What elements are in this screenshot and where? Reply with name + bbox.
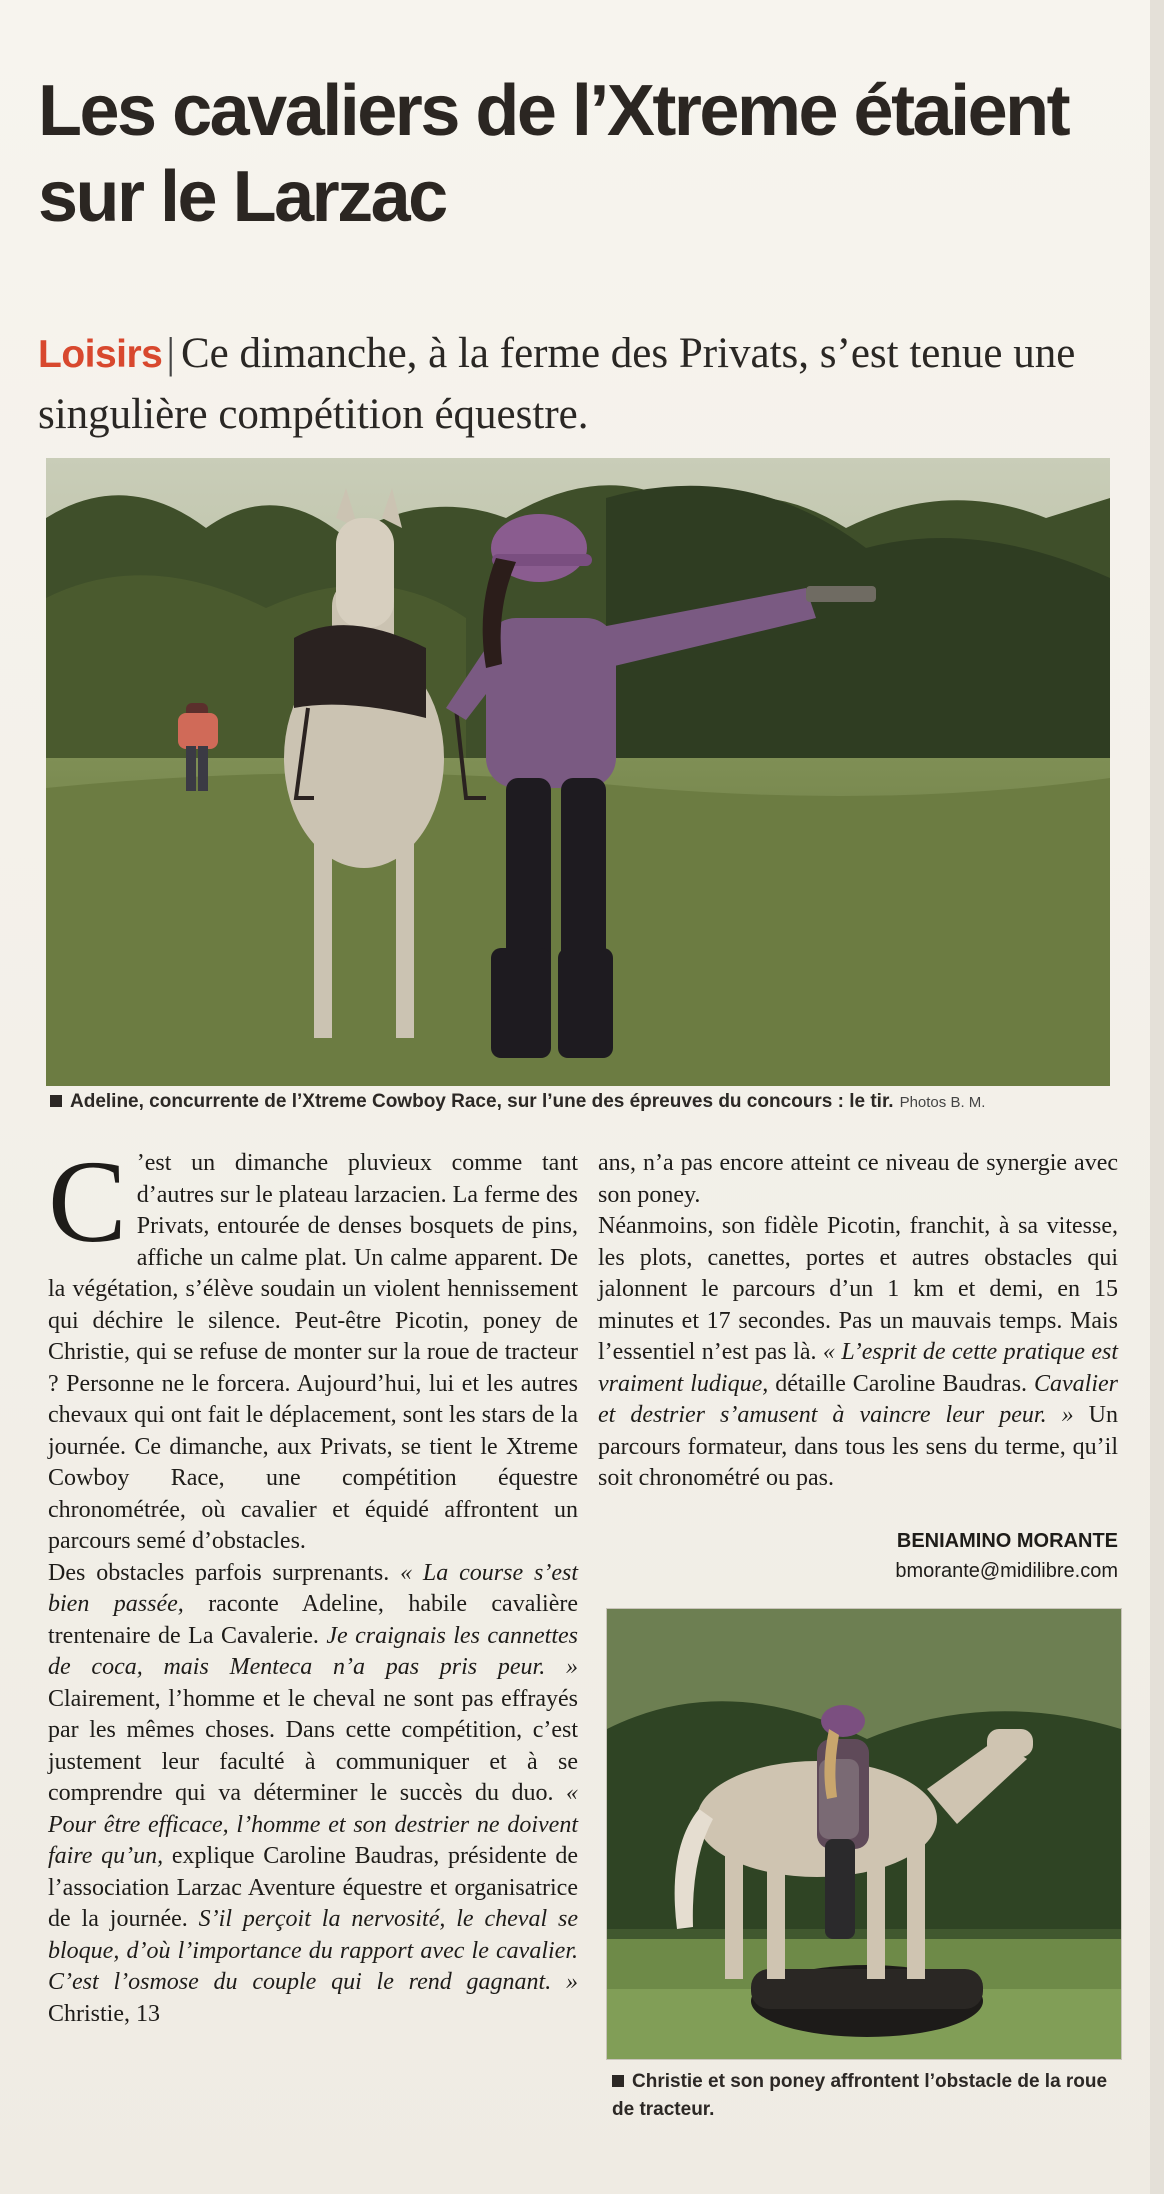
- author-byline: BENIAMINO MORANTE: [896, 1530, 1118, 1552]
- quote: Cavalier et destrier s’amusent à vaincre leur peur. »: [598, 1370, 1118, 1428]
- body-paragraph: C ’est un dimanche pluvieux comme tant d’autres sur le plateau larzacien. La ferme des Privats, entourée de denses bosquets de pins, affiche un calme plat. Un calme apparent. De la végétation, s’élève soudain un violent hennissement qui déchire le silence. Peut-être Picotin, poney de Christie, qui se refuse de monter sur la roue de tracteur ? Personne ne le forcera. Aujourd’hui, lui et les autres chevaux qui ont fait le déplacement, sont les stars de la journée. Ce dimanche, aux Privats, se tient le Xtreme Cowboy Race, une compétition équestre chronométrée, où cavalier et équidé affrontent un parcours semé d’obstacles.: [48, 1136, 578, 1554]
- kicker-label: Loisirs: [38, 333, 163, 376]
- body-column-left: [48, 1136, 579, 2030]
- small-photo: [606, 1608, 1122, 2060]
- quote: « L’esprit de cette pratique est vraiment ludique,: [598, 1339, 1118, 1397]
- kicker-separator: |: [166, 330, 175, 377]
- small-photo-caption: [612, 2068, 1122, 2124]
- deck-text: Ce dimanche, à la ferme des Privats, s’est tenue une singulière compétition équestre.: [38, 330, 1076, 438]
- headline: Les cavaliers de l’Xtreme étaient sur le Larzac: [38, 71, 1069, 237]
- author-email: bmorante@midilibre.com: [895, 1560, 1118, 1582]
- deck: [38, 324, 1128, 445]
- page-edge: [1150, 0, 1164, 2194]
- quote: « Pour être efficace, l’homme et son destrier ne doivent faire qu’un,: [48, 1780, 578, 1869]
- main-photo: [46, 458, 1110, 1086]
- main-caption-text: Adeline, concurrente de l’Xtreme Cowboy Race, sur l’une des épreuves du concours : le tir.: [70, 1091, 894, 1112]
- photo-credit: Photos B. M.: [899, 1094, 986, 1111]
- caption-bullet: [612, 2075, 624, 2087]
- body-paragraph: Des obstacles parfois surprenants. « La course s’est bien passée, raconte Adeline, habile cavalière trentenaire de La Cavalerie. Je craignais les cannettes de coca, mais Menteca n’a pas pris peur. » Clairement, l’homme et le cheval ne sont pas effrayés par les mêmes choses. Dans cette compétition, c’est justement leur faculté à communiquer et à se comprendre qui va déterminer le succès du duo. « Pour être efficace, l’homme et son destrier ne doivent faire qu’un, explique Caroline Baudras, présidente de l’association Larzac Aventure équestre et organisatrice de la journée. S’il perçoit la nervosité, le cheval se bloque, d’où l’importance du rapport avec le cavalier. C’est l’osmose du couple qui le rend gagnant. » Christie, 13: [48, 1559, 579, 2027]
- drop-cap: C: [48, 1136, 127, 1267]
- main-photo-caption: [50, 1090, 1130, 1115]
- quote: S’il perçoit la nervosité, le cheval se bloque, d’où l’importance du rapport avec le cavalier. C’est l’osmose du couple qui le rend gagnant. »: [48, 1906, 579, 1995]
- quote: « La course s’est bien passée,: [48, 1559, 578, 1617]
- body-paragraph: Néanmoins, son fidèle Picotin, franchit, à sa vitesse, les plots, canettes, portes et autres obstacles qui jalonnent le parcours d’un 1 km et demi, en 15 minutes et 17 secondes. Pas un mauvais temps. Mais l’essentiel n’est pas là. « L’esprit de cette pratique est vraiment ludique, détaille Caroline Baudras. Cavalier et destrier s’amusent à vaincre leur peur. » Un parcours formateur, dans tous les sens du terme, qu’il soit chronométré ou pas.: [598, 1213, 1118, 1491]
- small-caption-text: Christie et son poney affrontent l’obstacle de la roue de tracteur.: [612, 2071, 1108, 2120]
- body-paragraph: ans, n’a pas encore atteint ce niveau de synergie avec son poney.: [598, 1150, 1118, 1208]
- body-column-right: [598, 1148, 1118, 1495]
- caption-bullet: [50, 1095, 62, 1107]
- quote: Je craignais les cannettes de coca, mais Menteca n’a pas pris peur. »: [48, 1622, 579, 1680]
- tractor-tire-scene-image: [607, 1609, 1121, 2059]
- shooting-scene-image: [46, 458, 1110, 1086]
